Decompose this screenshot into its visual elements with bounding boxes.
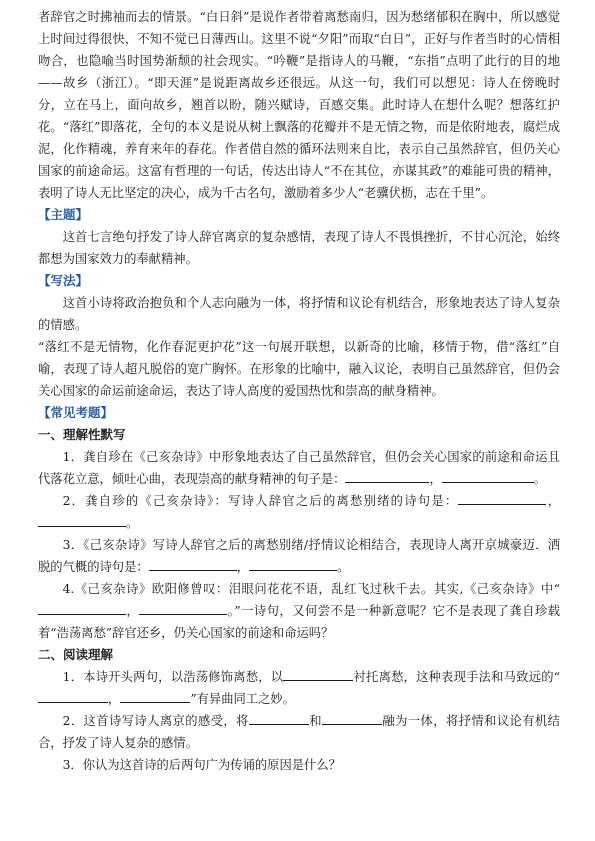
question-3 xyxy=(38,534,560,578)
reading-question-1 xyxy=(38,666,560,710)
reading-question-2 xyxy=(38,710,560,754)
theme-paragraph: 这首七言绝句抒发了诗人辞官离京的复杂感情，表现了诗人不畏惧挫折，不甘心沉沦，始终都想为国家效力的奉献精神。 xyxy=(38,230,560,266)
document-page xyxy=(38,6,560,776)
answer-blank[interactable] xyxy=(283,666,353,681)
answer-blank[interactable] xyxy=(345,468,429,483)
question-1-text: 1．龚自珍在《己亥杂诗》中形象地表达了自己虽然辞官，但仍会关心国家的前途和命运且代落花立意，倾吐心曲，表现崇高的献身精神的句子是： xyxy=(38,450,560,486)
question-2-separator: ， xyxy=(546,494,560,508)
technique-heading: 【写法】 xyxy=(38,273,89,288)
section-heading-recitation: 一、理解性默写 xyxy=(38,427,126,442)
technique-paragraph-1: 这首小诗将政治抱负和个人志向融为一体，将抒情和议论有机结合，形象地表达了诗人复杂的情感。 xyxy=(38,296,560,332)
reading-question-1-separator: ， xyxy=(108,692,121,706)
intro-paragraph: 者辞官之时拂袖而去的情景。“白日斜”是说作者带着离愁南归，因为愁绪郁积在胸中，所以感觉上时间过得很快，不知不觉已日薄西山。这里不说“夕阳”而取“白日”，正好与作者当时的心情相吻合，也隐喻当时国势渐颓的社会现实。“吟鞭”是指诗人的马鞭，“东指”点明了此行的目的地——故乡（浙江）。“即天涯”是说距离故乡还很远。从这一句，我们可以想见：诗人在傍晚时分，立在马上，面向故乡，翘首以盼，随兴赋诗，百感交集。此时诗人在想什么呢？想落红护花。“落红”即落花，全句的本义是说从树上飘落的花瓣并不是无情之物，而是依附地表，腐烂成泥，化作精魂，养育来年的春花。作者借自然的循环法则来自比，表示自己虽然辞官，但仍关心国家的前途命运。这富有哲理的一句话，传达出诗人“不在其位，亦谋其政”的难能可贵的精神，表明了诗人无比坚定的决心，成为千古名句，激励着多少人“老骥伏枥，志在千里”。 xyxy=(38,10,560,200)
answer-blank[interactable] xyxy=(38,600,126,615)
answer-blank[interactable] xyxy=(38,688,108,703)
question-3-end: 。 xyxy=(337,560,350,574)
reading-question-1-text-b: 衬托离愁，这种表现手法和马致远的“ xyxy=(353,670,561,684)
theme-heading: 【主题】 xyxy=(38,207,89,222)
question-3-separator: ， xyxy=(236,560,249,574)
section-heading-reading: 二、阅读理解 xyxy=(38,647,114,662)
question-1-separator: ， xyxy=(429,472,442,486)
reading-question-1-text-a: 1．本诗开头两句，以浩荡修饰离愁，以 xyxy=(62,670,284,684)
question-3-text: 3．《己亥杂诗》写诗人辞官之后的离愁别绪/抒情议论相结合，表现诗人离开京城豪迈．洒脱的气概的诗句是： xyxy=(38,538,560,574)
question-2-text: 2．龚自珍的《己亥杂诗》：写诗人辞官之后的离愁别绪的诗句是： xyxy=(62,494,459,508)
answer-blank[interactable] xyxy=(458,490,546,505)
question-1 xyxy=(38,446,560,490)
answer-blank[interactable] xyxy=(120,688,190,703)
answer-blank[interactable] xyxy=(139,600,227,615)
question-4-separator: ， xyxy=(126,604,140,618)
answer-blank[interactable] xyxy=(249,556,337,571)
question-4-text-b: 。”一诗句，又何尝不是一种新意呢？它不是表现了龚自珍载着“浩荡离愁”辞官还乡，仍关心国家的前途和命运吗？ xyxy=(38,604,560,640)
reading-question-3: 3．你认为这首诗的后两句广为传诵的原因是什么？ xyxy=(62,758,341,772)
question-4 xyxy=(38,578,560,644)
question-4-text-a: 4.《己亥杂诗》欧阳修曾叹：泪眼问花花不语，乱红飞过秋千去。其实,《己亥杂诗》中“ xyxy=(62,582,560,596)
answer-blank[interactable] xyxy=(149,556,237,571)
answer-blank[interactable] xyxy=(38,512,126,527)
answer-blank[interactable] xyxy=(249,710,309,725)
reading-question-2-text-b: 融为一体，将抒情和议论有机结合，抒发了诗人复杂的感情。 xyxy=(38,714,560,750)
answer-blank[interactable] xyxy=(322,710,382,725)
answer-blank[interactable] xyxy=(442,468,534,483)
reading-question-2-text-a: 2．这首诗写诗人离京的感受，将 xyxy=(62,714,249,728)
reading-question-1-text-c: ”有异曲同工之妙。 xyxy=(190,692,295,706)
exam-heading: 【常见考题】 xyxy=(38,405,114,420)
question-1-end: 。 xyxy=(533,472,547,486)
technique-paragraph-2: “落红不是无情物，化作春泥更护花”这一句展开联想，以新奇的比喻，移情于物，借“落红”自喻，表现了诗人超凡脱俗的宽广胸怀。在形象的比喻中，融入议论，表明自己虽然辞官，但仍会关心国家的命运前途命运，表达了诗人高度的爱国热忱和崇高的献身精神。 xyxy=(38,340,560,398)
reading-question-2-connector: 和 xyxy=(308,714,322,728)
question-2-end: 。 xyxy=(126,516,139,530)
question-2 xyxy=(38,490,560,534)
